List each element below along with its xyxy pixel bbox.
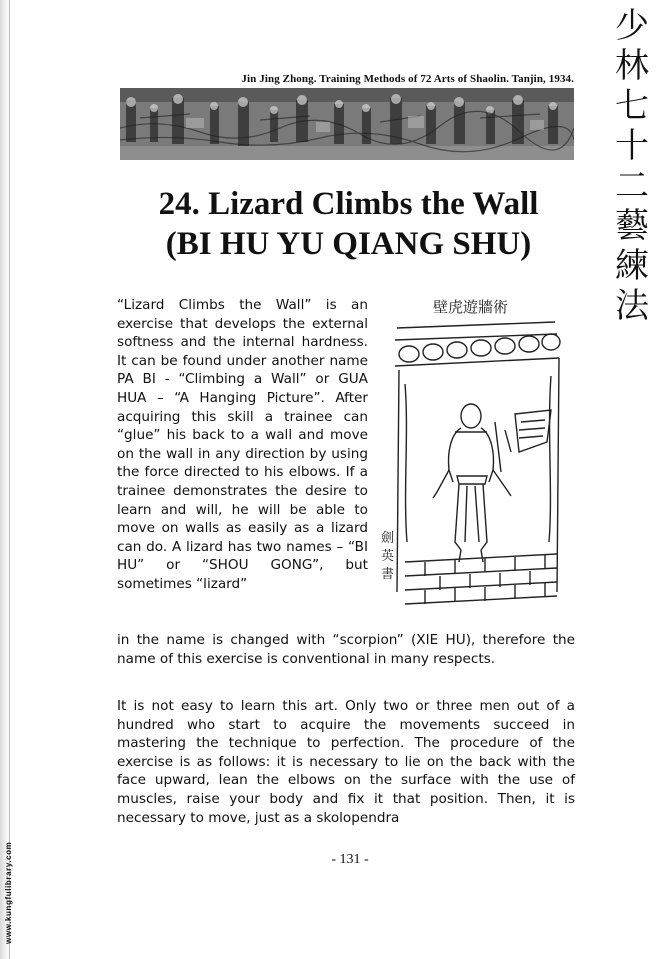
vertical-title-char: 七 [615, 86, 649, 126]
vertical-title-char: 林 [615, 46, 649, 86]
paragraph-2: It is not easy to learn this art. Only two or three men out of a hundred who start to acquire the movements succeed in mastering the technique to perfection. The procedure of the exercise is as follows: it is necessary to lie on the back with the face upward, lean the elbows on the surface with the use of muscles, raise your body and fix it that position. Then, it is necessary to move, just as a skolopendra [117, 698, 575, 826]
paragraph-1-narrow: “Lizard Climbs the Wall” is an exercise that develops the external softness and the internal hardness. It can be found under another name PA BI - “Climbing a Wall” or GUA HUA – “A Hanging Picture”. After acquiring this skill a trainee can “glue” his back to a wall and move on the wall in any direction by using the force directed to his elbows. If a trainee demonstrates the desire to learn and will, he will be able to move on walls as easily as a lizard can do. A lizard has two names – “BI HU” or “SHOU GONG”, but sometimes “lizard” [117, 297, 368, 592]
vertical-title-char: 藝 [615, 206, 649, 246]
banner-mural-picture [120, 88, 574, 160]
svg-text:劍: 劍 [381, 531, 395, 546]
vertical-chinese-title [608, 6, 656, 326]
page-edge-line [9, 0, 10, 959]
header-banner-image [120, 88, 574, 160]
chapter-title-line1: 24. Lizard Climbs the Wall [158, 186, 539, 222]
illustration [375, 292, 581, 622]
vertical-title-char: 少 [615, 6, 649, 46]
svg-text:書: 書 [381, 567, 395, 582]
lizard-wall-drawing [375, 292, 581, 622]
side-website-url: www.kungfulibrary.com [4, 841, 13, 944]
paragraph-1-continued: in the name is changed with “scorpion” (XIE HU), therefore the name of this exercise is conventional in many respects. [117, 632, 575, 667]
vertical-title-char: 法 [615, 286, 649, 326]
source-line: Jin Jing Zhong. Training Methods of 72 Arts of Shaolin. Tanjin, 1934. [241, 73, 574, 85]
vertical-title-char: 二 [615, 166, 649, 206]
illustration-caption: 壁虎遊牆術 [433, 298, 509, 316]
vertical-title-char: 十 [615, 126, 649, 166]
chapter-title [100, 184, 597, 264]
svg-text:英: 英 [381, 549, 395, 564]
chapter-title-line2: (BI HU YU QIANG SHU) [165, 226, 532, 262]
vertical-title-char: 練 [615, 246, 649, 286]
page-number: - 131 - [331, 852, 369, 867]
